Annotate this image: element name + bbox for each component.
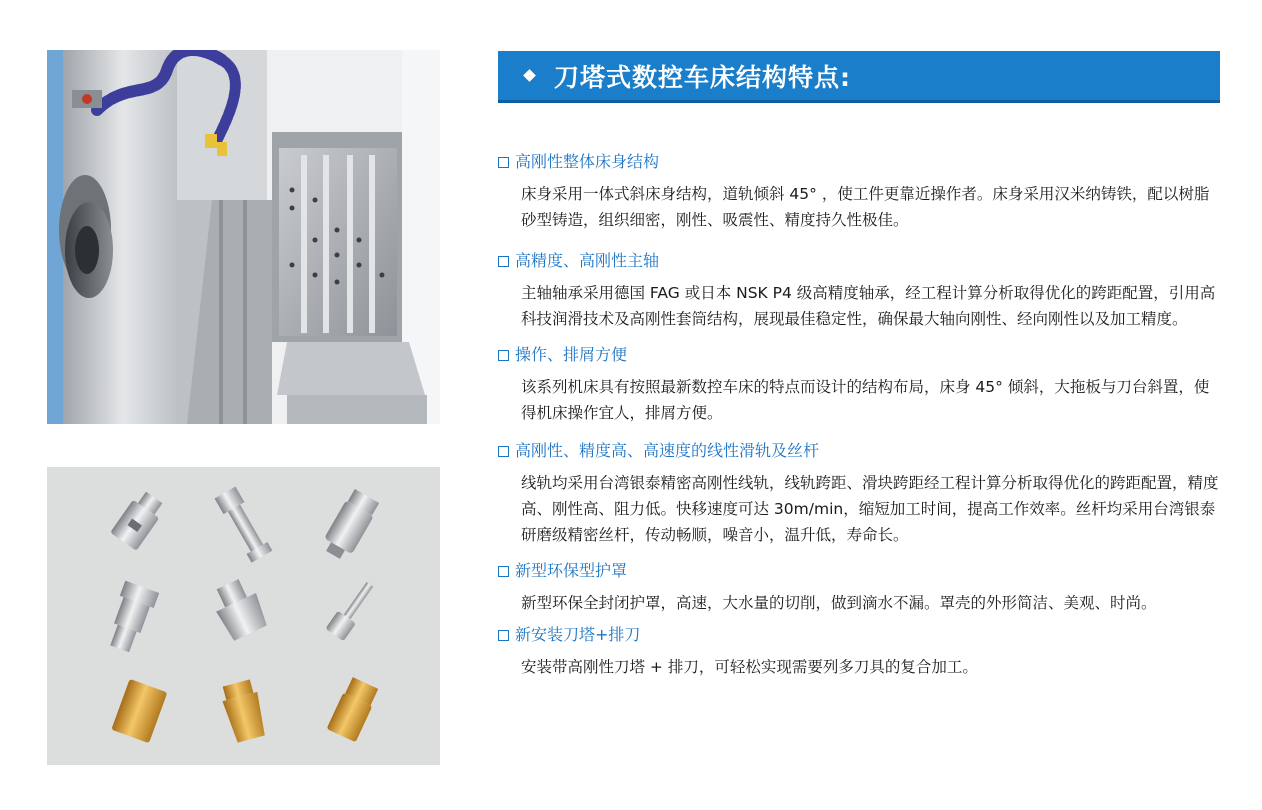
- diamond-bullet-icon: [523, 69, 536, 82]
- feature-body: 新型环保全封闭护罩，高速，大水量的切削，做到滴水不漏。罩壳的外形简洁、美观、时尚。: [521, 594, 1157, 612]
- feature-item: [498, 440, 1223, 548]
- checkbox-icon: [498, 157, 509, 168]
- checkbox-icon: [498, 566, 509, 577]
- feature-item: [498, 250, 1223, 332]
- feature-item: [498, 344, 1223, 426]
- checkbox-icon: [498, 350, 509, 361]
- feature-body: 该系列机床具有按照最新数控车床的特点而设计的结构布局，床身 45° 倾斜，大拖板与刀台斜置，使得机床操作宜人，排屑方便。: [521, 378, 1210, 422]
- feature-body: 安装带高刚性刀塔 + 排刀，可轻松实现需要列多刀具的复合加工。: [521, 658, 978, 676]
- machine-interior-photo: [47, 50, 440, 424]
- feature-heading: 高刚性、精度高、高速度的线性滑轨及丝杆: [515, 441, 820, 460]
- checkbox-icon: [498, 256, 509, 267]
- banner-title: 刀塔式数控车床结构特点:: [554, 62, 851, 92]
- feature-heading: 新安装刀塔+排刀: [515, 625, 641, 644]
- checkbox-icon: [498, 630, 509, 641]
- feature-heading: 新型环保型护罩: [515, 561, 628, 580]
- feature-list: [498, 151, 1223, 680]
- feature-item: [498, 624, 1223, 680]
- section-banner: [498, 51, 1220, 103]
- feature-item: [498, 560, 1223, 616]
- checkbox-icon: [498, 446, 509, 457]
- feature-heading: 高刚性整体床身结构: [515, 152, 660, 171]
- feature-item: [498, 151, 1223, 233]
- feature-body: 主轴轴承采用德国 FAG 或日本 NSK P4 级高精度轴承，经工程计算分析取得优化的跨距配置，引用高科技润滑技术及高刚性套筒结构，展现最佳稳定性，确保最大轴向刚性、经向刚性以及加工精度。: [521, 284, 1216, 328]
- feature-body: 床身采用一体式斜床身结构，道轨倾斜 45° ，使工件更靠近操作者。床身采用汉米纳铸铁，配以树脂砂型铸造，组织细密，刚性、吸震性、精度持久性极佳。: [521, 185, 1210, 229]
- tool-holder-parts-photo: [47, 467, 440, 765]
- feature-heading: 高精度、高刚性主轴: [515, 251, 660, 270]
- feature-heading: 操作、排屑方便: [515, 345, 628, 364]
- feature-body: 线轨均采用台湾银泰精密高刚性线轨，线轨跨距、滑块跨距经工程计算分析取得优化的跨距配置，精度高、刚性高、阻力低。快移速度可达 30m/min，缩短加工时间，提高工作效率。丝杆均采用台湾银泰研磨级精密丝杆，传动畅顺，噪音小，温升低，寿命长。: [521, 474, 1219, 544]
